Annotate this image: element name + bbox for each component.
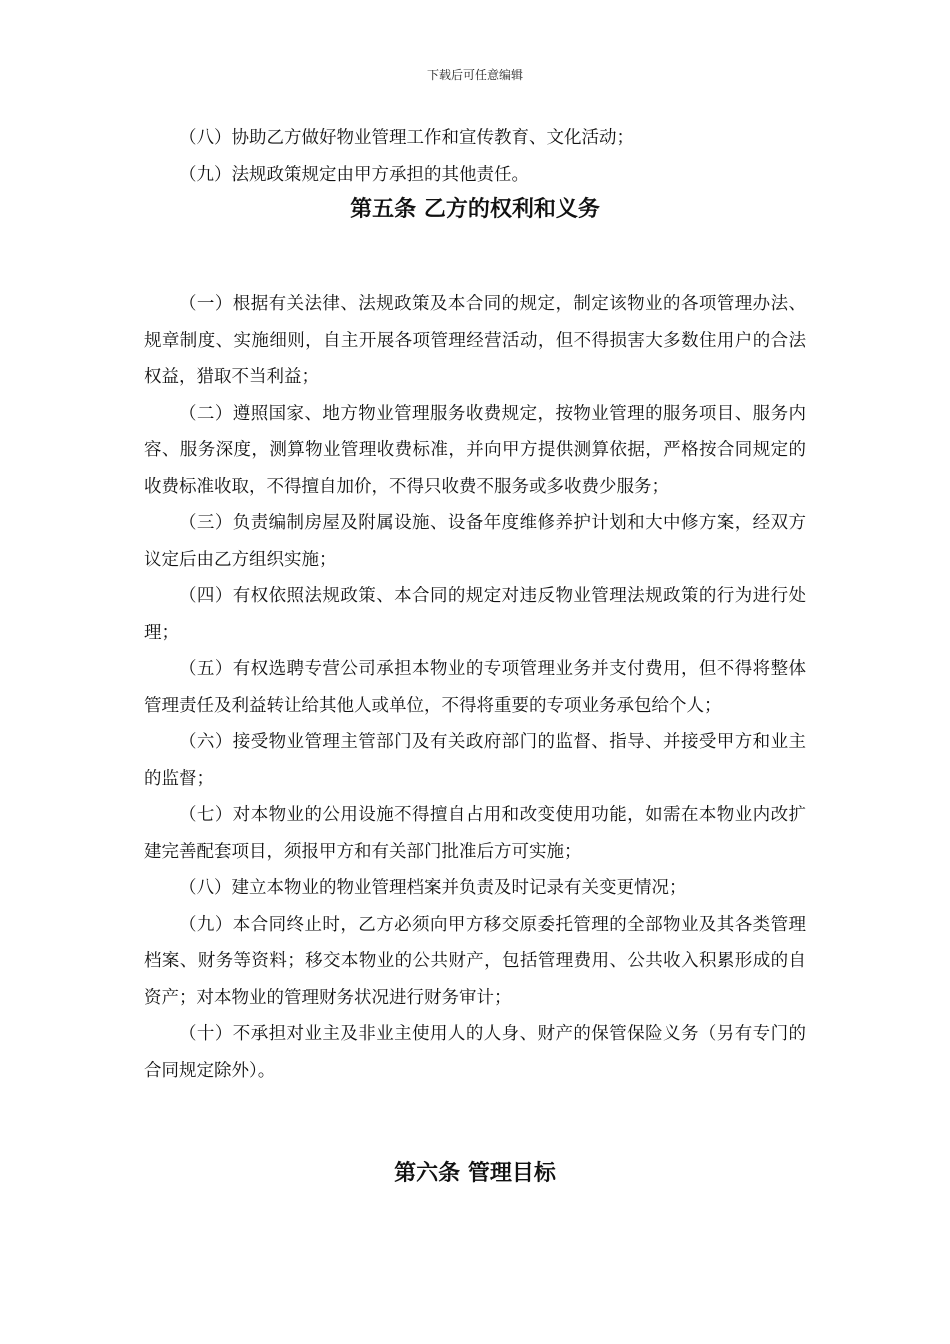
article-5-clauses [144,286,806,1089]
clause-2: （二）遵照国家、地方物业管理服务收费规定，按物业管理的服务项目、服务内容、服务深度，测算物业管理收费标准，并向甲方提供测算依据，严格按合同规定的收费标准收取，不得擅自加价，不得只收费不服务或多收费少服务； [144,403,806,497]
page-header-note: 下载后可任意编辑 [426,68,523,82]
clause-8: （八）建立本物业的物业管理档案并负责及时记录有关变更情况； [179,878,687,898]
preceding-clauses [144,120,806,193]
clause-6: （六）接受物业管理主管部门及有关政府部门的监督、指导、并接受甲方和业主的监督； [144,732,806,789]
clause-8-party-a: （八）协助乙方做好物业管理工作和宣传教育、文化活动； [179,128,634,148]
clause-1: （一）根据有关法律、法规政策及本合同的规定，制定该物业的各项管理办法、规章制度、实施细则，自主开展各项管理经营活动，但不得损害大多数住用户的合法权益，猎取不当利益； [144,294,806,387]
clause-5: （五）有权选聘专营公司承担本物业的专项管理业务并支付费用，但不得将整体管理责任及利益转让给其他人或单位，不得将重要的专项业务承包给个人； [144,659,806,716]
clause-10: （十）不承担对业主及非业主使用人的人身、财产的保管保险义务（另有专门的合同规定除外）。 [144,1024,806,1081]
clause-4: （四）有权依照法规政策、本合同的规定对违反物业管理法规政策的行为进行处理； [144,586,806,643]
article-5-heading: 第五条 乙方的权利和义务 [350,196,600,222]
clause-9: （九）本合同终止时，乙方必须向甲方移交原委托管理的全部物业及其各类管理档案、财务等资料；移交本物业的公共财产，包括管理费用、公共收入积累形成的自资产；对本物业的管理财务状况进行财务审计； [144,914,806,1008]
clause-7: （七）对本物业的公用设施不得擅自占用和改变使用功能，如需在本物业内改扩建完善配套项目，须报甲方和有关部门批准后方可实施； [144,805,806,862]
clause-3: （三）负责编制房屋及附属设施、设备年度维修养护计划和大中修方案，经双方议定后由乙方组织实施； [144,513,806,570]
article-6-heading: 第六条 管理目标 [394,1160,556,1186]
clause-9-party-a: （九）法规政策规定由甲方承担的其他责任。 [179,164,529,185]
